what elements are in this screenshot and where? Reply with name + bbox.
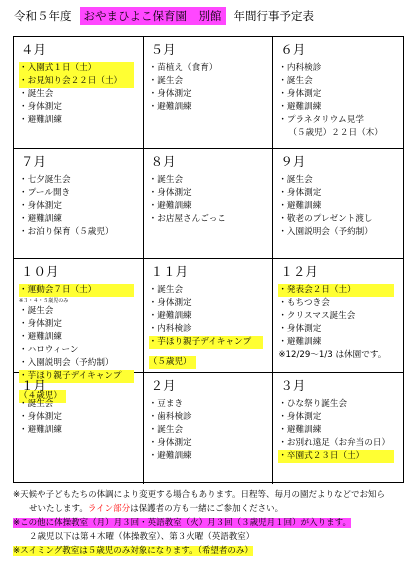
event-item: ・避難訓練 bbox=[148, 451, 192, 461]
event-item: ・避難訓練 bbox=[19, 332, 62, 342]
event-item: ・お別れ遠足（お弁当の日） bbox=[278, 438, 391, 448]
event-item: ・身体測定 bbox=[19, 319, 62, 329]
event-item: ・誕生会 bbox=[19, 399, 54, 409]
month-cell bbox=[14, 373, 144, 484]
note-3-text: ※スイミング教室は５歳児のみ対象になります。（希望者のみ） bbox=[13, 546, 253, 556]
event-item: ・避難訓練 bbox=[148, 201, 192, 211]
event-item: ・身体測定 bbox=[19, 102, 62, 112]
month-label: １月 bbox=[21, 378, 47, 393]
month-cell bbox=[273, 149, 403, 259]
event-item: ・誕生会 bbox=[278, 175, 313, 185]
event-item: ・敬老のプレゼント渡し bbox=[278, 214, 373, 224]
event-item: ・卒園式２３日（土） bbox=[278, 450, 394, 463]
event-item: ・運動会７日（土） bbox=[19, 284, 134, 297]
event-item: ・クリスマス誕生会 bbox=[278, 311, 356, 321]
month-label: １２月 bbox=[280, 264, 318, 279]
note-1-text: せいたします。 bbox=[29, 504, 88, 514]
event-item: （４歳児） bbox=[19, 390, 66, 403]
event-note: ※３・４・５歳児のみ bbox=[19, 298, 69, 304]
event-item: ・避難訓練 bbox=[19, 115, 62, 125]
event-item: ・歯科検診 bbox=[148, 412, 192, 422]
note-2-text: ※この他に体操教室（月）月３回・英語教室（火）月３回（３歳児月１回）が入ります。 bbox=[13, 518, 351, 528]
event-item: ・プール開き bbox=[19, 188, 71, 198]
event-item: ・内科検診 bbox=[148, 324, 192, 334]
event-item: ・お店屋さんごっこ bbox=[148, 214, 226, 224]
event-item: ・避難訓練 bbox=[148, 102, 192, 112]
event-item: ・七夕誕生会 bbox=[19, 175, 71, 185]
month-label: ５月 bbox=[150, 42, 176, 57]
event-item: ・誕生会 bbox=[148, 76, 184, 86]
event-item: ・もちつき会 bbox=[278, 298, 330, 308]
note-1-line-1: ※天候や子どもたちの体調により変更する場合もあります。日程等、毎月の園だよりなどでお知ら bbox=[13, 490, 385, 500]
month-cell bbox=[273, 373, 403, 484]
month-label: １０月 bbox=[21, 264, 59, 279]
document-title: 年間行事予定表 bbox=[233, 9, 314, 23]
event-item: ・芋ほり親子デイキャンプ bbox=[149, 336, 264, 349]
month-label: ７月 bbox=[21, 154, 47, 169]
event-item: ・避難訓練 bbox=[19, 425, 62, 435]
event-item: ※12/29～1/3 は休園です。 bbox=[278, 350, 387, 360]
month-label: ４月 bbox=[21, 42, 47, 57]
fiscal-year: 令和５年度 bbox=[14, 9, 72, 23]
event-item: （５歳児） bbox=[149, 356, 196, 369]
month-cell bbox=[273, 37, 403, 149]
event-item: ・ひな祭り誕生会 bbox=[278, 399, 348, 409]
month-cell bbox=[273, 259, 403, 373]
event-item: ・お泊り保育（５歳児） bbox=[19, 227, 114, 237]
event-item: ・入園説明会（予約制） bbox=[278, 227, 373, 237]
event-item: ・避難訓練 bbox=[278, 102, 322, 112]
event-item: ・誕生会 bbox=[19, 89, 54, 99]
event-item: ・身体測定 bbox=[278, 89, 322, 99]
event-item: ・避難訓練 bbox=[278, 425, 322, 435]
month-cell bbox=[144, 37, 274, 149]
month-label: ６月 bbox=[280, 42, 306, 57]
month-cell bbox=[14, 149, 144, 259]
event-item: ・身体測定 bbox=[278, 412, 322, 422]
month-cell bbox=[144, 259, 274, 373]
event-item: ・身体測定 bbox=[148, 438, 192, 448]
month-cell bbox=[144, 149, 274, 259]
event-item: ・身体測定 bbox=[148, 188, 192, 198]
event-item: ・内科検診 bbox=[278, 63, 322, 73]
month-cell bbox=[144, 373, 274, 484]
event-item: ・避難訓練 bbox=[278, 201, 322, 211]
page-title bbox=[14, 7, 314, 25]
event-item: ・避難訓練 bbox=[148, 311, 192, 321]
event-item: ・豆まき bbox=[148, 399, 184, 409]
note-3-line bbox=[13, 544, 413, 558]
event-item: ・身体測定 bbox=[148, 89, 192, 99]
event-item: ・避難訓練 bbox=[19, 214, 62, 224]
event-item: ・身体測定 bbox=[278, 188, 322, 198]
event-item: ・入園式１日（土） bbox=[19, 62, 134, 75]
event-item: ・身体測定 bbox=[19, 412, 62, 422]
organization-name: おやまひよこ保育園 別館 bbox=[80, 7, 226, 25]
month-cell bbox=[14, 37, 144, 149]
event-item: ・プラネタリウム見学 bbox=[278, 115, 364, 125]
note-1-highlight: ライン部分 bbox=[87, 504, 131, 514]
event-item: （５歳児）２２日（木） bbox=[288, 128, 383, 138]
event-item: ・発表会２日（土） bbox=[278, 284, 394, 297]
event-item: ・ハロウィーン bbox=[19, 345, 79, 355]
event-item: ・入園説明会（予約制） bbox=[19, 358, 114, 368]
month-label: ９月 bbox=[280, 154, 306, 169]
note-2-line-2: ２歳児以下は第４木曜（体操教室）、第３火曜（英語教室） bbox=[29, 532, 255, 542]
event-item: ・誕生会 bbox=[278, 76, 313, 86]
note-2-line-1 bbox=[13, 516, 413, 530]
notes-section bbox=[13, 488, 413, 558]
month-label: ３月 bbox=[280, 378, 306, 393]
event-item: ・誕生会 bbox=[148, 175, 184, 185]
note-1-line-2 bbox=[13, 502, 413, 516]
event-item: ・身体測定 bbox=[148, 298, 192, 308]
note-1-rest: は保護者の方も一緒にご参加ください。 bbox=[130, 504, 284, 514]
event-item: ・身体測定 bbox=[278, 324, 322, 334]
annual-schedule-grid bbox=[13, 36, 404, 483]
month-label: １１月 bbox=[150, 264, 189, 279]
event-item: ・誕生会 bbox=[19, 306, 54, 316]
event-item: ・避難訓練 bbox=[278, 337, 322, 347]
event-item: ・誕生会 bbox=[148, 285, 184, 295]
event-item: ・苗植え（食育） bbox=[148, 63, 218, 73]
month-label: ８月 bbox=[150, 154, 176, 169]
event-item: ・お見知り会２２日（土） bbox=[19, 75, 134, 88]
event-item: ・芋ほり親子デイキャンプ bbox=[19, 370, 134, 383]
event-item: ・誕生会 bbox=[148, 425, 184, 435]
month-label: ２月 bbox=[150, 378, 176, 393]
event-item: ・身体測定 bbox=[19, 201, 62, 211]
